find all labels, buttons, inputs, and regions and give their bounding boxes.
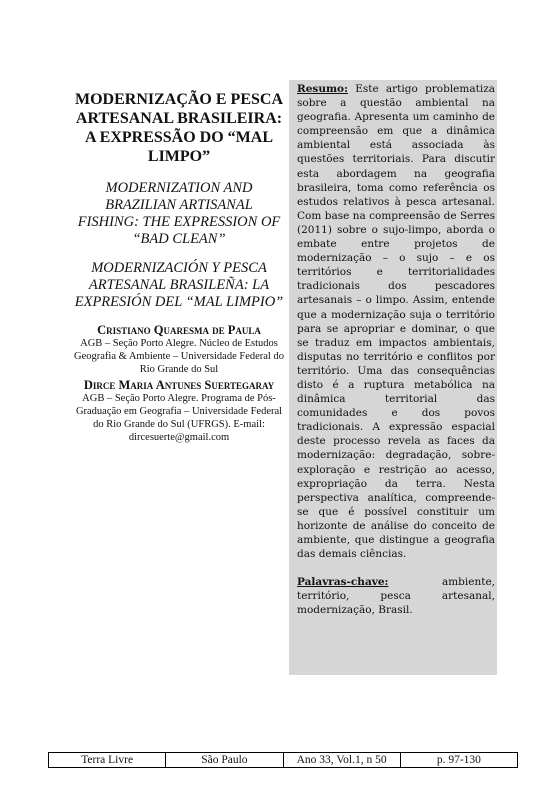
keywords-text: ambiente, território, pesca artesanal, modernização, Brasil.	[297, 576, 495, 617]
title-english: MODERNIZATION AND BRAZILIAN ARTISANAL FISHING: THE EXPRESSION OF “BAD CLEAN”	[77, 180, 281, 247]
footer	[48, 752, 518, 768]
abstract	[297, 82, 495, 561]
title-portuguese: MODERNIZAÇÃO E PESCA ARTESANAL BRASILEIRA: A EXPRESSÃO DO “MAL LIMPO”	[74, 91, 283, 165]
footer-pages: p. 97-130	[436, 754, 481, 766]
abstract-box	[289, 80, 497, 675]
author-affiliation: AGB – Seção Porto Alegre. Núcleo de Estudos Geografia & Ambiente – Universidade Federal do Rio Grande do Sul	[74, 338, 284, 375]
author-name: Cristiano Quaresma de Paula	[97, 323, 261, 337]
author-name: Dirce Maria Antunes Suertegaray	[83, 378, 275, 392]
footer-issue: Ano 33, Vol.1, n 50	[284, 753, 401, 767]
keywords	[297, 575, 495, 617]
title-block	[74, 90, 284, 444]
author-affiliation: AGB – Seção Porto Alegre. Programa de Pós-Graduação em Geografia – Universidade Federal do Rio Grande do Sul (UFRGS). E-mail: dircesuerte@gmail.com	[75, 393, 283, 443]
keywords-label: Palavras-chave:	[297, 576, 389, 589]
abstract-text: Este artigo problematiza sobre a questão ambiental na geografia. Apresenta um caminho de compreensão em que a dinâmica ambiental está associada às questões territoriais. Para discutir esta abordagem na geografia brasileira, toma como referência os estudos relativos à pesca artesanal. Com base na compreensão de Serres (2011) sobre o sujo-limpo, aborda o embate entre projetos de modernização – o sujo – e os territórios e territorialidades tradicionais dos pescadores artesanais – o limpo. Assim, entende que a modernização suja o território para se apropriar e dominar, o que se traduz em impactos ambientais, disputas no território e conflitos por território. Uma das consequências disto é a ruptura metabólica na dinâmica territorial das comunidades e dos povos tradicionais. A expressão espacial deste processo revela as faces da modernização: degradação, sobre-exploração e restrição ao acesso, expropriação da terra. Nesta perspectiva analítica, compreende-se que é possível constituir um horizonte de análise do conceito de ambiente, que distingue a geografia das demais ciências.	[297, 83, 495, 561]
footer-journal: Terra Livre	[49, 753, 166, 767]
abstract-label: Resumo:	[297, 83, 348, 95]
title-spanish: MODERNIZACIÓN Y PESCA ARTESANAL BRASILEÑA: LA EXPRESIÓN DEL “MAL LIMPIO”	[74, 260, 284, 310]
footer-city: São Paulo	[166, 753, 283, 767]
